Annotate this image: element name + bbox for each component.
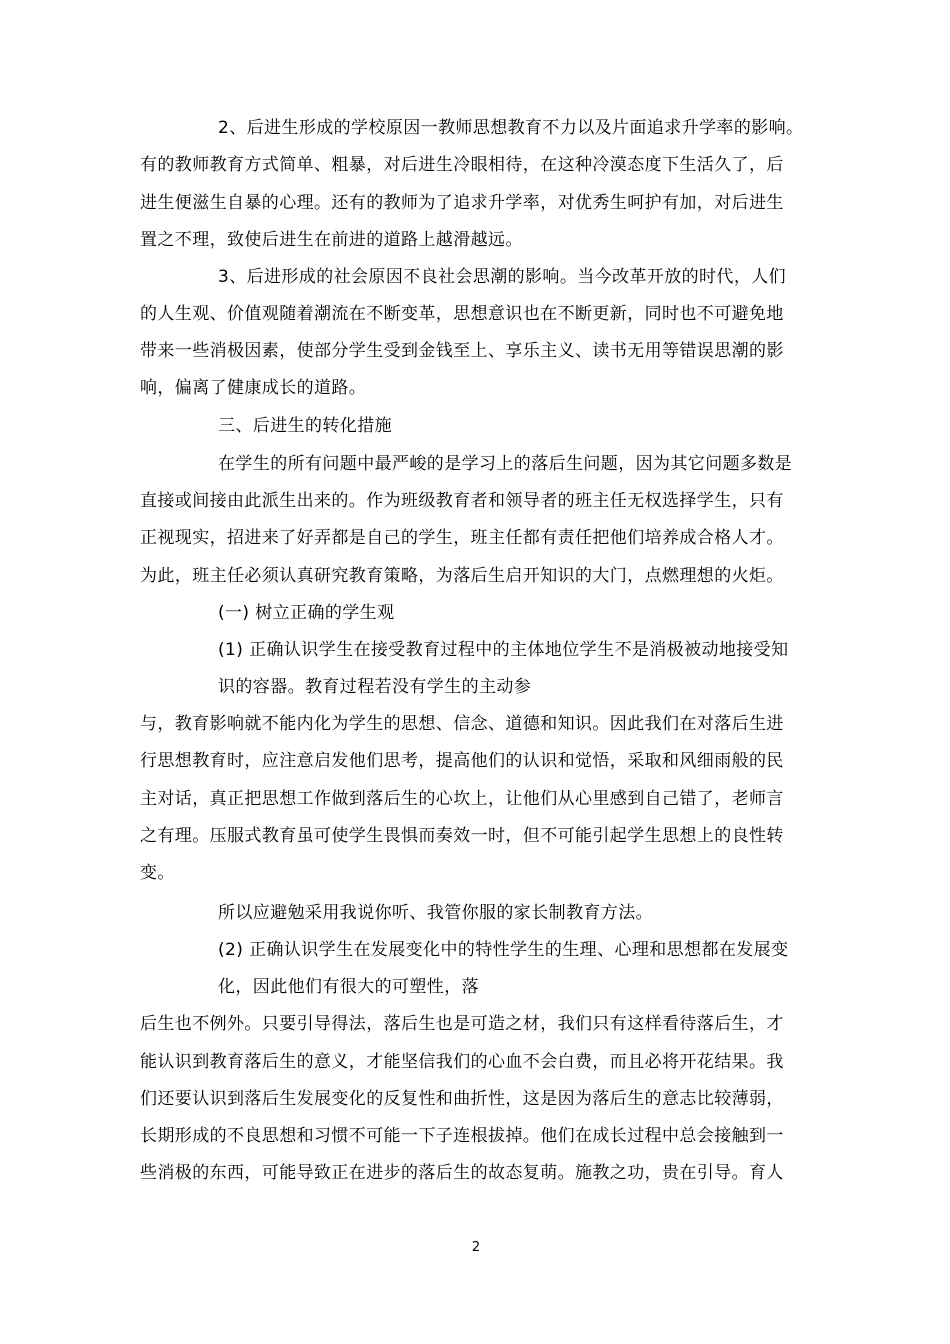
text-line: 们还要认识到落后生发展变化的反复性和曲折性，这是因为落后生的意志比较薄弱， xyxy=(140,1089,784,1109)
text-line: 变。 xyxy=(140,863,175,883)
text-line: 响，偏离了健康成长的道路。 xyxy=(140,378,367,398)
text-line: 识的容器。教育过程若没有学生的主动参 xyxy=(218,677,532,697)
text-line: 主对话，真正把思想工作做到落后生的心坎上，让他们从心里感到自己错了，老师言 xyxy=(140,789,784,809)
text-line: 些消极的东西，可能导致正在进步的落后生的故态复萌。施教之功，贵在引导。育人 xyxy=(140,1163,784,1183)
text-line: 直接或间接由此派生出来的。作为班级教育者和领导者的班主任无权选择学生，只有 xyxy=(140,491,784,511)
text-line: 置之不理，致使后进生在前进的道路上越滑越远。 xyxy=(140,230,523,250)
text-line: 为此，班主任必须认真研究教育策略，为落后生启开知识的大门，点燃理想的火炬。 xyxy=(140,566,784,586)
text-line: 有的教师教育方式简单、粗暴，对后进生冷眼相待，在这种冷漠态度下生活久了，后 xyxy=(140,155,784,175)
text-line: 能认识到教育落后生的意义，才能坚信我们的心血不会白费，而且必将开花结果。我 xyxy=(140,1052,784,1072)
text-line: 在学生的所有问题中最严峻的是学习上的落后生问题，因为其它问题多数是 xyxy=(218,454,793,474)
text-line: 之有理。压服式教育虽可使学生畏惧而奏效一时，但不可能引起学生思想上的良性转 xyxy=(140,826,784,846)
text-line: 行思想教育时，应注意启发他们思考，提高他们的认识和觉悟，采取和风细雨般的民 xyxy=(140,751,784,771)
text-line: 2、后进生形成的学校原因一教师思想教育不力以及片面追求升学率的影响。 xyxy=(218,118,804,138)
subsection-heading: (一) 树立正确的学生观 xyxy=(218,603,395,623)
text-line: 长期形成的不良思想和习惯不可能一下子连根拔掉。他们在成长过程中总会接触到一 xyxy=(140,1126,784,1146)
section-heading: 三、后进生的转化措施 xyxy=(218,416,392,436)
text-line: 后生也不例外。只要引导得法，落后生也是可造之材，我们只有这样看待落后生，才 xyxy=(140,1014,784,1034)
text-line: 所以应避勉采用我说你听、我管你服的家长制教育方法。 xyxy=(218,903,653,923)
text-line: 化，因此他们有很大的可塑性，落 xyxy=(218,977,479,997)
text-line: (2) 正确认识学生在发展变化中的特性学生的生理、心理和思想都在发展变 xyxy=(218,940,789,960)
text-line: 的人生观、价值观随着潮流在不断变革，思想意识也在不断更新，同时也不可避免地 xyxy=(140,304,784,324)
text-line: 正视现实，招进来了好弄都是自己的学生，班主任都有责任把他们培养成合格人才。 xyxy=(140,528,784,548)
text-line: 进生便滋生自暴的心理。还有的教师为了追求升学率，对优秀生呵护有加，对后进生 xyxy=(140,193,784,213)
text-line: 与，教育影响就不能内化为学生的思想、信念、道德和知识。因此我们在对落后生进 xyxy=(140,714,784,734)
text-line: 3、后进形成的社会原因不良社会思潮的影响。当今改革开放的时代，人们 xyxy=(218,267,787,287)
page-number: 2 xyxy=(471,1240,481,1255)
text-line: (1) 正确认识学生在接受教育过程中的主体地位学生不是消极被动地接受知 xyxy=(218,640,789,660)
text-line: 带来一些消极因素，使部分学生受到金钱至上、享乐主义、读书无用等错误思潮的影 xyxy=(140,341,784,361)
